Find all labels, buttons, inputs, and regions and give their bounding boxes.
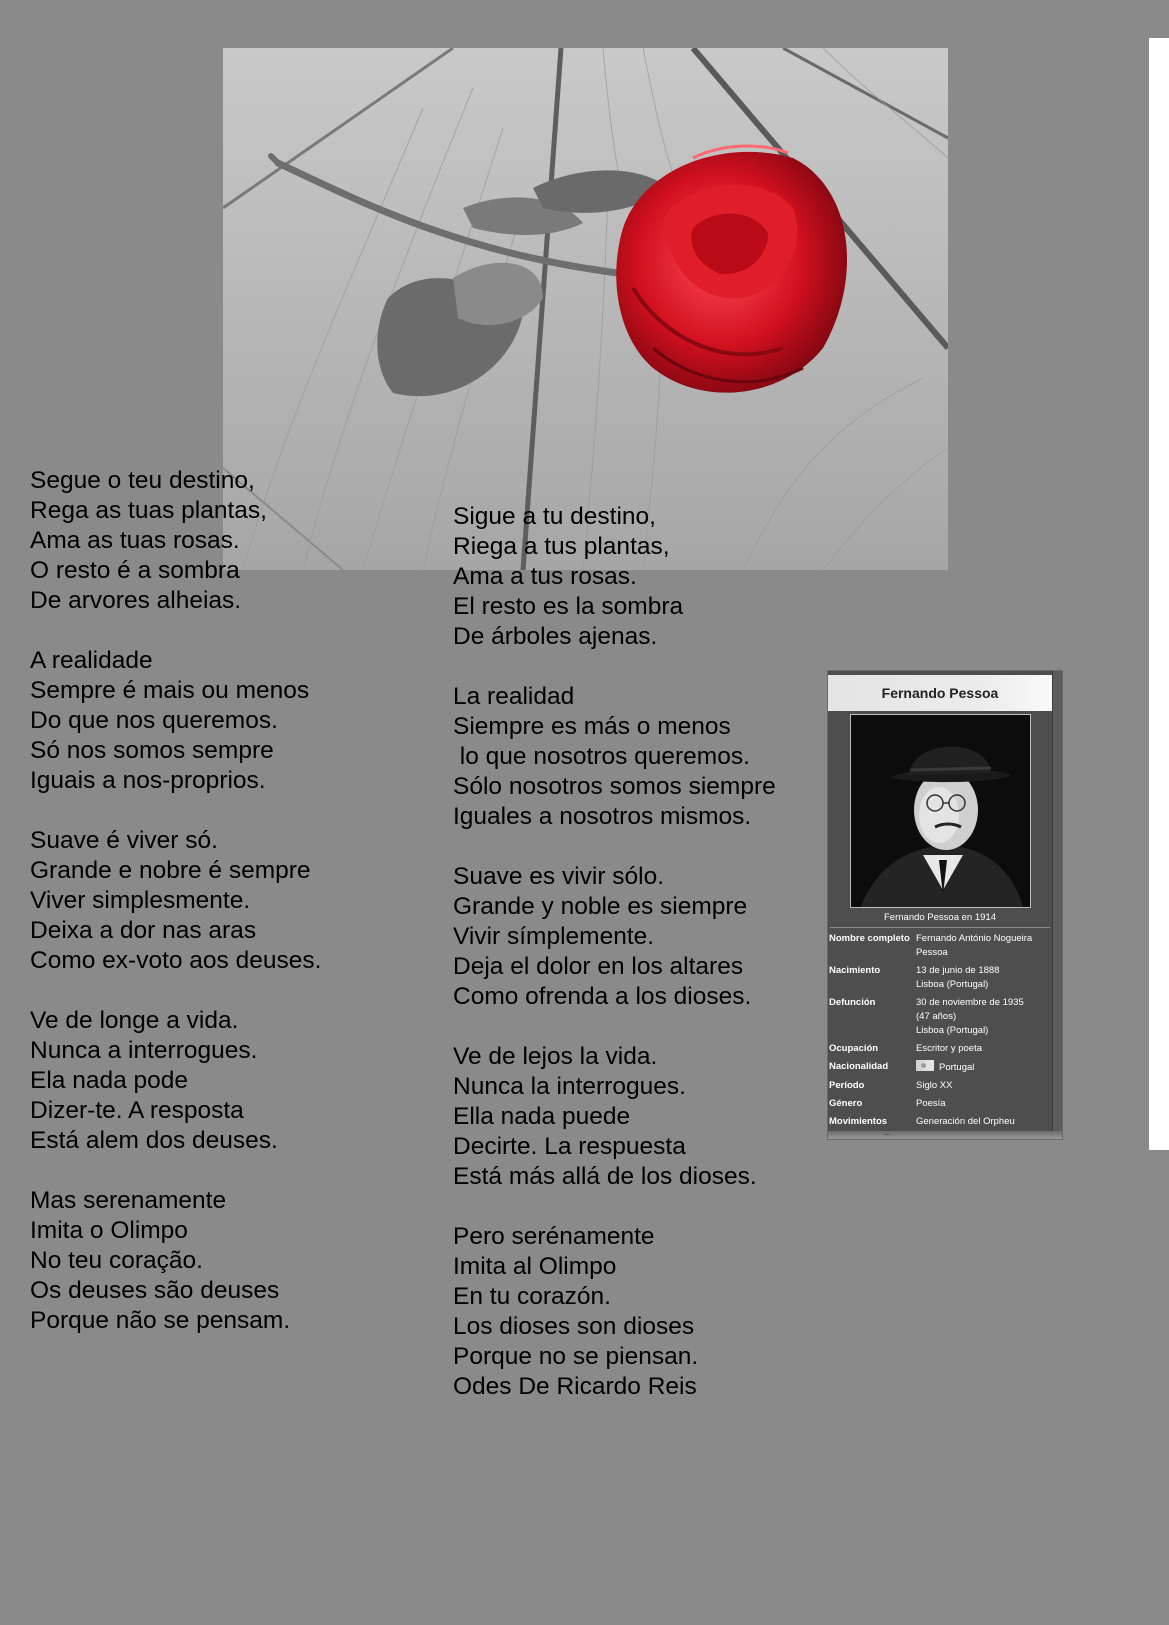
poem-line: Só nos somos sempre: [30, 737, 274, 764]
infobox-row: [828, 1041, 1052, 1059]
poem-line: Mas serenamente: [30, 1187, 227, 1214]
poem-line: Do que nos queremos.: [30, 707, 278, 734]
infobox-key: Nacimiento: [829, 965, 881, 976]
poem-line: Está alem dos deuses.: [30, 1127, 278, 1154]
infobox-row: [828, 963, 1052, 995]
poem-line: Sempre é mais ou menos: [30, 677, 310, 704]
stanza: [453, 502, 776, 652]
poem-line: Grande y noble es siempre: [453, 893, 748, 920]
infobox-key: Nacionalidad: [829, 1061, 889, 1072]
poem-line: Imita o Olimpo: [30, 1217, 188, 1244]
poem-line: Nunca la interrogues.: [453, 1073, 686, 1100]
poem-line: Deixa a dor nas aras: [30, 917, 257, 944]
infobox-scroll-rail: [1052, 671, 1062, 1139]
poem-line: Vivir símplemente.: [453, 923, 655, 950]
biography-infobox: [827, 670, 1063, 1140]
poem-line: En tu corazón.: [453, 1283, 611, 1310]
portugal-flag-icon: [916, 1060, 934, 1071]
poem-line: Riega a tus plantas,: [453, 533, 670, 560]
infobox-title: Fernando Pessoa: [828, 675, 1052, 711]
poem-line: Sigue a tu destino,: [453, 503, 656, 530]
infobox-key: Género: [829, 1098, 863, 1109]
infobox-key: Defunción: [829, 997, 876, 1008]
poem-line: Deja el dolor en los altares: [453, 953, 744, 980]
poem-line: Como ex-voto aos deuses.: [30, 947, 322, 974]
poem-line: Decirte. La respuesta: [453, 1133, 686, 1160]
poem-line: De árboles ajenas.: [453, 623, 658, 650]
infobox-value: Poesía: [916, 1098, 946, 1109]
page-edge-strip: [1149, 38, 1169, 1150]
poem-line: Porque no se piensan.: [453, 1343, 699, 1370]
infobox-footer-bar: [828, 1128, 1062, 1139]
rose-illustration: [223, 48, 948, 570]
stanza: [30, 646, 321, 796]
poem-line: Rega as tuas plantas,: [30, 497, 267, 524]
portrait-caption: Fernando Pessoa en 1914: [884, 912, 996, 923]
poem-line: Ama a tus rosas.: [453, 563, 637, 590]
poem-line: Está más allá de los dioses.: [453, 1163, 757, 1190]
stanza: [30, 466, 321, 616]
poem-line: El resto es la sombra: [453, 593, 684, 620]
infobox-row: [828, 1114, 1052, 1132]
poem-line: De arvores alheias.: [30, 587, 242, 614]
infobox-value: [916, 1059, 1052, 1078]
poem-attribution: Odes De Ricardo Reis: [453, 1373, 697, 1400]
infobox-key: Nombre completo: [829, 933, 910, 944]
poem-line: Sólo nosotros somos siempre: [453, 773, 776, 800]
poem-line: Nunca a interrogues.: [30, 1037, 258, 1064]
stanza: [30, 1006, 321, 1156]
poem-line: Suave é viver só.: [30, 827, 218, 854]
infobox-value: Escritor y poeta: [916, 1043, 982, 1054]
stanza: [30, 1186, 321, 1336]
infobox-row: [828, 1078, 1052, 1096]
poem-spanish: [453, 502, 776, 1402]
infobox-key: Movimientos: [829, 1116, 888, 1127]
infobox-row: [828, 931, 1052, 963]
poem-line: La realidad: [453, 683, 575, 710]
infobox-table: [828, 931, 1052, 1132]
poem-line: Dizer-te. A resposta: [30, 1097, 244, 1124]
poem-line: Imita al Olimpo: [453, 1253, 617, 1280]
poem-line: Ve de lejos la vida.: [453, 1043, 658, 1070]
infobox-divider: [830, 927, 1050, 928]
infobox-key: Período: [829, 1080, 865, 1091]
poem-line: Ama as tuas rosas.: [30, 527, 240, 554]
poem-line: No teu coração.: [30, 1247, 203, 1274]
poem-line: Pero serénamente: [453, 1223, 655, 1250]
poem-line: Como ofrenda a los dioses.: [453, 983, 752, 1010]
poem-line: Ela nada pode: [30, 1067, 189, 1094]
portrait-illustration: [851, 715, 1030, 907]
infobox-key: Ocupación: [829, 1043, 879, 1054]
infobox-row: [828, 1096, 1052, 1114]
infobox-row: [828, 1059, 1052, 1078]
infobox-value: 30 de noviembre de 1935 (47 años) Lisboa (Portugal): [916, 997, 1024, 1036]
poem-line: O resto é a sombra: [30, 557, 240, 584]
infobox-value: 13 de junio de 1888 Lisboa (Portugal): [916, 965, 1000, 990]
poem-line: Iguales a nosotros mismos.: [453, 803, 752, 830]
poem-line: Segue o teu destino,: [30, 467, 255, 494]
poem-line: Ella nada puede: [453, 1103, 631, 1130]
stanza: [453, 862, 776, 1012]
poem-line: Porque não se pensam.: [30, 1307, 291, 1334]
poem-line: Os deuses são deuses: [30, 1277, 280, 1304]
poem-portuguese: [30, 466, 321, 1336]
poem-line: Siempre es más o menos: [453, 713, 731, 740]
infobox-value: Siglo XX: [916, 1080, 953, 1091]
rose-photo: [223, 48, 948, 570]
poem-line: A realidade: [30, 647, 153, 674]
stanza: [30, 826, 321, 976]
poem-line: Viver simplesmente.: [30, 887, 251, 914]
infobox-value: Generación del Orpheu: [916, 1116, 1015, 1127]
infobox-value: Fernando António Nogueira Pessoa: [916, 933, 1033, 958]
poem-line: Ve de longe a vida.: [30, 1007, 239, 1034]
infobox-footer-glyph: ...: [884, 1128, 891, 1137]
poem-line: Iguais a nos-proprios.: [30, 767, 266, 794]
poem-line: Suave es vivir sólo.: [453, 863, 665, 890]
stanza: [453, 682, 776, 832]
portrait-photo: [850, 714, 1031, 908]
poem-line: Grande e nobre é sempre: [30, 857, 311, 884]
poem-line: lo que nosotros queremos.: [453, 743, 750, 770]
stanza: [453, 1042, 776, 1192]
poem-line: Los dioses son dioses: [453, 1313, 695, 1340]
stanza: [453, 1222, 776, 1402]
nationality-text[interactable]: Portugal: [939, 1062, 975, 1073]
infobox-row: [828, 995, 1052, 1041]
